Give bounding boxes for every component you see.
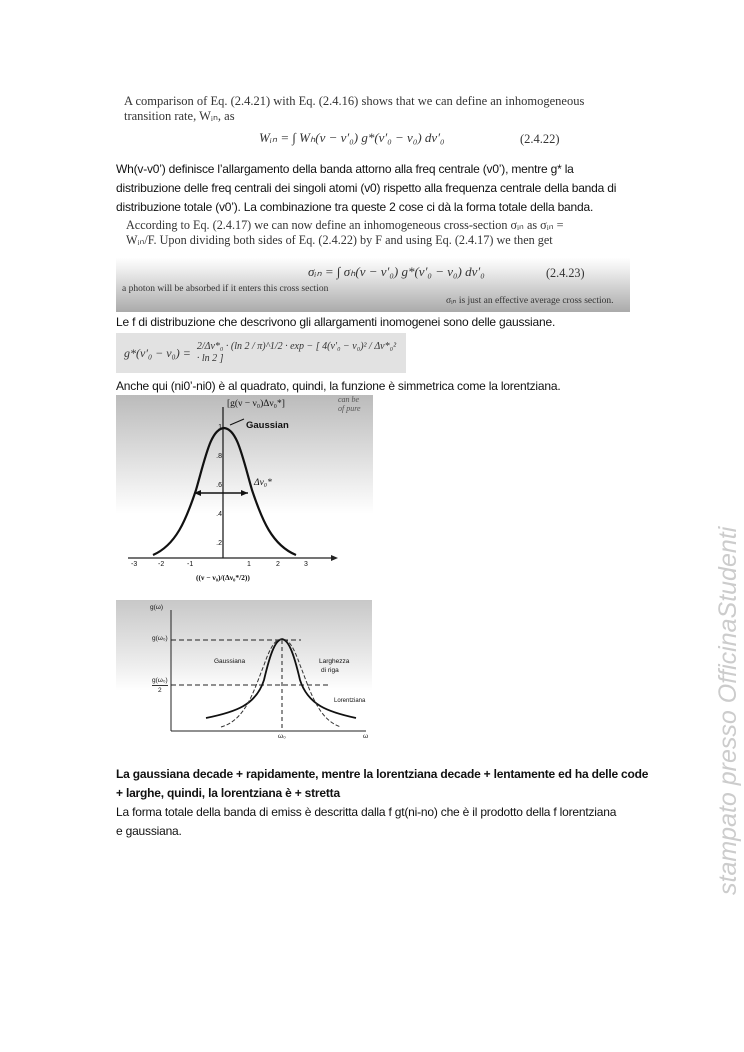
paragraph-2: Le f di distribuzione che descrivono gli allargamenti inomogenei sono delle gaussiane. bbox=[116, 315, 556, 329]
paragraph-4-bold bbox=[116, 765, 648, 803]
half-max-label: g(ω₀) 2 bbox=[152, 677, 168, 694]
excerpt-line: transition rate, Wᵢₙ, as bbox=[124, 109, 235, 123]
x-axis-label: ((ν − ν₀)/(Δν₀*/2)) bbox=[196, 573, 250, 582]
excerpt-line: Wᵢₙ/F. Upon dividing both sides of Eq. (2.4.22) by F and using Eq. (2.4.17) we then get bbox=[126, 233, 553, 247]
x-tick: 3 bbox=[304, 561, 308, 568]
formula-body: 2/Δν*₀ · (ln 2 / π)^1/2 · exp − [ 4(ν′₀ − ν₀)² / Δν*₀² · ln 2 ] bbox=[196, 341, 397, 364]
formula-lhs: g*(ν′₀ − ν₀) = bbox=[124, 345, 191, 360]
paragraph-1 bbox=[116, 160, 616, 217]
x-tick: -3 bbox=[131, 561, 138, 568]
x-tick: 2 bbox=[276, 561, 280, 568]
gaussian-plot bbox=[116, 395, 373, 593]
peak-label: g(ω₀) bbox=[152, 635, 168, 642]
lorentzian-curve bbox=[206, 639, 356, 718]
equation-number: (2.4.22) bbox=[520, 132, 560, 146]
text-line: distribuzione totale (v0’). La combinazione tra queste 2 cose ci dà la forma totale della banda. bbox=[116, 200, 594, 214]
text-line: e gaussiana. bbox=[116, 824, 182, 838]
gaussian-curve bbox=[153, 428, 296, 555]
textbook-excerpt-2 bbox=[116, 218, 630, 312]
x-axis-arrow bbox=[331, 555, 338, 561]
x-tick: -2 bbox=[158, 561, 165, 568]
paragraph-5 bbox=[116, 803, 616, 841]
y-axis-label: [g(ν − ν₀)Δν₀*] bbox=[227, 399, 285, 409]
text-line: distribuzione delle freq centrali dei singoli atomi (v0) rispetto alla frequenza centrale della banda di bbox=[116, 181, 617, 195]
watermark: stampato presso OfficinaStudenti bbox=[714, 526, 742, 895]
excerpt-line: According to Eq. (2.4.17) we can now define an inhomogeneous cross-section σᵢₙ as σᵢₙ = bbox=[126, 218, 564, 232]
equation-number: (2.4.23) bbox=[546, 266, 585, 280]
gaussian-formula-box bbox=[116, 333, 406, 373]
lorentzian-label: Lorentziana bbox=[334, 698, 366, 704]
fwhm-label: Δν₀* bbox=[254, 478, 272, 488]
equation-2-4-22: Wᵢₙ = ∫ Wₕ(ν − ν′₀) g*(ν′₀ − ν₀) dν′₀ bbox=[259, 130, 445, 145]
x-axis-label: ω bbox=[363, 733, 369, 740]
x-tick: 1 bbox=[247, 561, 251, 568]
gaussian-label: Gaussiana bbox=[214, 658, 246, 665]
text-line: La gaussiana decade + rapidamente, mentre la lorentziana decade + lentamente ed ha delle code bbox=[116, 767, 649, 781]
text-line: Wh(v-v0’) definisce l’allargamento della banda attorno alla freq centrale (v0’), mentre g* la bbox=[116, 162, 574, 176]
text-line: La forma totale della banda di emiss è descritta dalla f gt(ni-no) che è il prodotto della f lorentziana bbox=[116, 805, 617, 819]
gaussian-figure bbox=[116, 395, 373, 593]
y-tick-labels: 1 .8 .6 .4 .2 bbox=[216, 424, 222, 547]
text-line: + larghe, quindi, la lorentziana è + stretta bbox=[116, 786, 340, 800]
gauss-lorentz-figure bbox=[116, 600, 372, 746]
center-frequency-label: ω₀ bbox=[278, 733, 286, 740]
note-left: a photon will be absorbed if it enters this cross section bbox=[122, 284, 329, 294]
paragraph-3: Anche qui (ni0’-ni0) è al quadrato, quindi, la funzione è simmetrica come la lorentziana. bbox=[116, 379, 561, 393]
linewidth-label: Larghezza di riga bbox=[319, 658, 350, 674]
y-axis-label: g(ω) bbox=[150, 604, 164, 611]
excerpt-line: A comparison of Eq. (2.4.21) with Eq. (2.4.16) shows that we can define an inhomogeneous bbox=[124, 94, 585, 108]
gaussian-label: Gaussian bbox=[246, 420, 289, 431]
x-tick: -1 bbox=[187, 561, 194, 568]
corner-text: can be of pure bbox=[338, 395, 361, 413]
equation-2-4-23: σᵢₙ = ∫ σₕ(ν − ν′₀) g*(ν′₀ − ν₀) dν′₀ bbox=[308, 264, 485, 279]
gaussian-curve bbox=[221, 639, 341, 727]
note-right: σᵢₙ is just an effective average cross section. bbox=[446, 296, 614, 306]
textbook-excerpt-1 bbox=[124, 94, 624, 146]
